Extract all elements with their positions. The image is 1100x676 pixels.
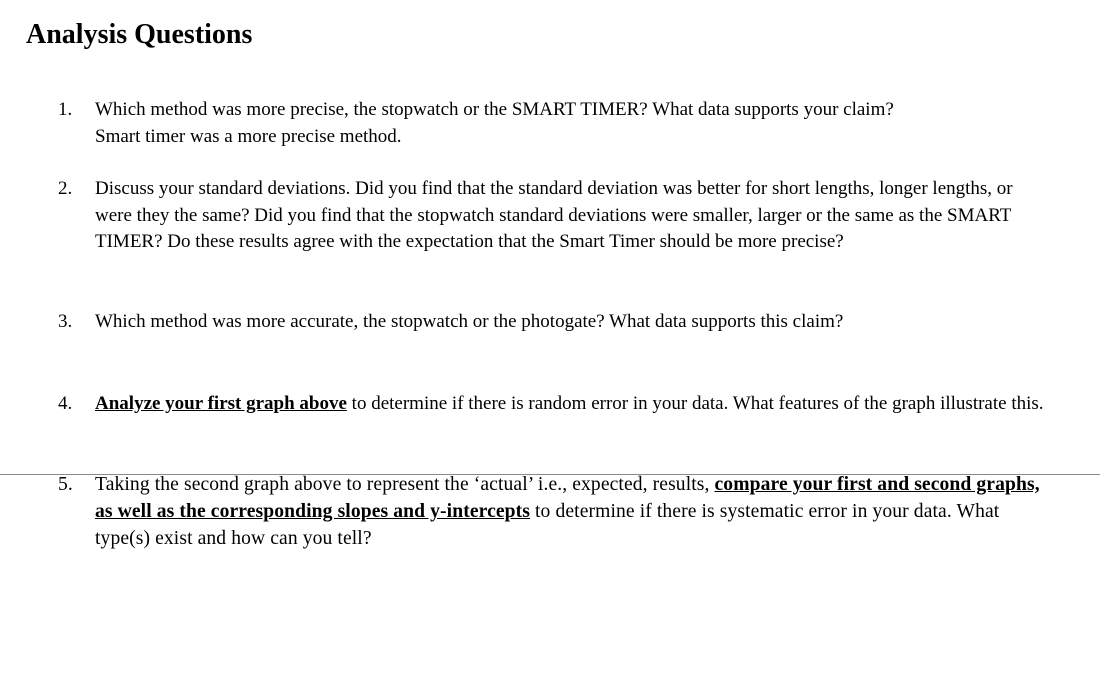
question-body-text: to determine if there is systematic error in your data. What type(s) exist and how can you tell?: [95, 501, 1000, 549]
emphasis-text: compare your first and second graphs, as well as the corresponding slopes and y-intercepts: [95, 474, 1040, 522]
emphasis-text: Analyze your first graph above: [95, 393, 347, 414]
question-number: 5.: [58, 474, 73, 495]
question-5: [58, 471, 1048, 552]
question-3: [58, 309, 1048, 336]
question-number: 3.: [58, 311, 73, 332]
question-text: Which method was more precise, the stopwatch or the SMART TIMER? What data supports your claim?: [95, 99, 894, 120]
question-body-text: to determine if there is random error in your data. What features of the graph illustrate this.: [346, 393, 1044, 414]
question-number: 1.: [58, 99, 73, 120]
question-text: [95, 391, 1048, 418]
question-number: 4.: [58, 393, 73, 414]
question-body-text: Taking the second graph above to represent the ‘actual’ i.e., expected, results,: [95, 474, 715, 495]
answer-text[interactable]: Smart timer was a more precise method.: [95, 125, 402, 147]
question-text: Discuss your standard deviations. Did you find that the standard deviation was better for short lengths, longer lengths, or were they the same? Did you find that the stopwatch standard deviations were smaller, larger or the same as the SMART TIMER? Do these results agree with the expectation that the Smart Timer should be more precise?: [95, 178, 1013, 252]
question-4: [58, 391, 1048, 418]
question-2: [58, 176, 1048, 256]
question-text: [95, 471, 1048, 552]
page-title: Analysis Questions: [26, 19, 253, 50]
question-number: 2.: [58, 178, 73, 199]
question-1: [58, 97, 1048, 150]
question-text: Which method was more accurate, the stopwatch or the photogate? What data supports this claim?: [95, 311, 844, 332]
